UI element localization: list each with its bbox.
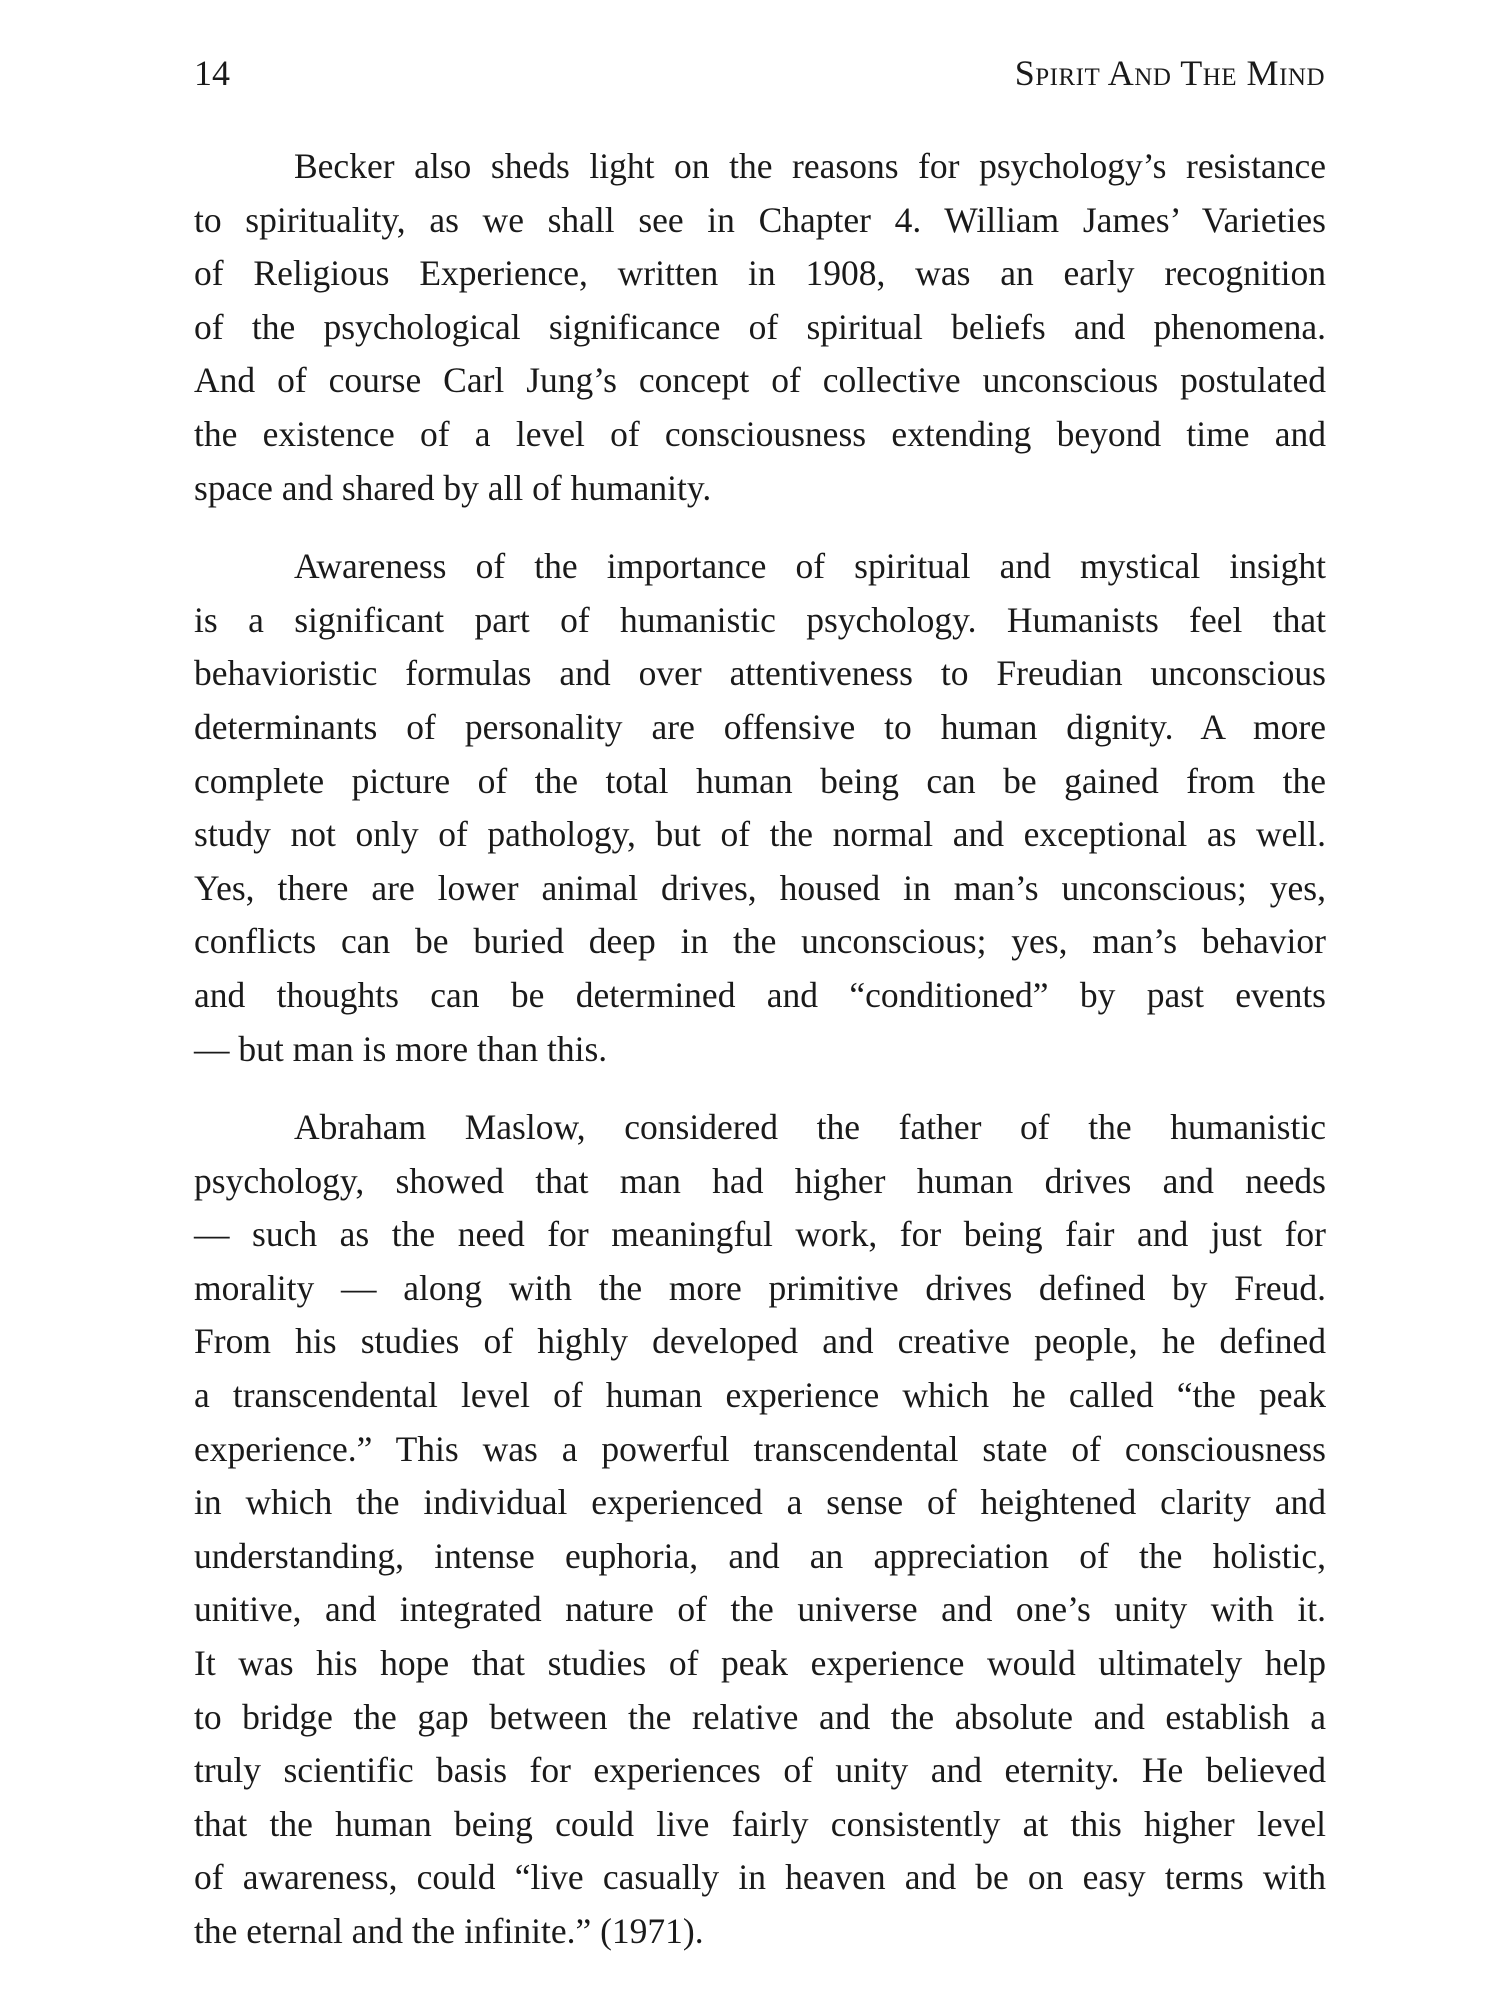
text-line: a transcendental level of human experience which he called “the peak	[194, 1375, 1326, 1416]
text-line: unitive, and integrated nature of the universe and one’s unity with it.	[194, 1589, 1326, 1630]
text-line: to spirituality, as we shall see in Chapter 4. William James’ Varieties	[194, 199, 1326, 240]
text-line: Yes, there are lower animal drives, housed in man’s unconscious; yes,	[194, 867, 1326, 908]
text-line: of awareness, could “live casually in heaven and be on easy terms with	[194, 1857, 1326, 1898]
text-line: behavioristic formulas and over attentiveness to Freudian unconscious	[194, 653, 1326, 694]
paragraph	[194, 540, 1326, 1076]
text-line: to bridge the gap between the relative and the absolute and establish a	[194, 1696, 1326, 1737]
text-line: in which the individual experienced a sense of heightened clarity and	[194, 1482, 1326, 1523]
text-line: of the psychological significance of spiritual beliefs and phenomena.	[194, 306, 1326, 347]
text-line: space and shared by all of humanity.	[194, 467, 712, 508]
text-line: — such as the need for meaningful work, for being fair and just for	[194, 1214, 1326, 1255]
running-title: Spirit And The Mind	[1014, 53, 1325, 93]
paragraph	[194, 140, 1326, 515]
text-line: And of course Carl Jung’s concept of collective unconscious postulated	[194, 360, 1326, 401]
text-line: truly scientific basis for experiences of unity and eternity. He believed	[194, 1750, 1326, 1791]
text-line: that the human being could live fairly consistently at this higher level	[194, 1803, 1326, 1844]
text-line: Abraham Maslow, considered the father of the humanistic	[294, 1107, 1326, 1148]
text-line: — but man is more than this.	[194, 1028, 608, 1069]
text-line: From his studies of highly developed and creative people, he defined	[194, 1321, 1326, 1362]
text-line: morality — along with the more primitive drives defined by Freud.	[194, 1267, 1326, 1308]
text-line: understanding, intense euphoria, and an appreciation of the holistic,	[194, 1535, 1326, 1576]
text-line: Becker also sheds light on the reasons for psychology’s resistance	[294, 146, 1326, 186]
text-line: determinants of personality are offensive to human dignity. A more	[194, 706, 1326, 747]
text-line: the existence of a level of consciousness extending beyond time and	[194, 413, 1326, 454]
text-line: It was his hope that studies of peak experience would ultimately help	[194, 1643, 1326, 1684]
text-line: is a significant part of humanistic psychology. Humanists feel that	[194, 599, 1326, 640]
text-line: the eternal and the infinite.” (1971).	[194, 1911, 704, 1951]
text-line: Awareness of the importance of spiritual and mystical insight	[294, 546, 1326, 587]
text-line: and thoughts can be determined and “conditioned” by past events	[194, 974, 1326, 1015]
text-line: experience.” This was a powerful transcendental state of consciousness	[194, 1428, 1326, 1469]
text-line: study not only of pathology, but of the normal and exceptional as well.	[194, 814, 1326, 855]
text-line: of Religious Experience, written in 1908, was an early recognition	[194, 253, 1326, 294]
text-line: psychology, showed that man had higher human drives and needs	[194, 1160, 1326, 1201]
body-text	[194, 140, 1326, 1984]
text-line: conflicts can be buried deep in the unconscious; yes, man’s behavior	[194, 921, 1326, 962]
page-number: 14	[194, 53, 230, 93]
text-line: complete picture of the total human being can be gained from the	[194, 760, 1326, 801]
paragraph	[194, 1101, 1326, 1959]
